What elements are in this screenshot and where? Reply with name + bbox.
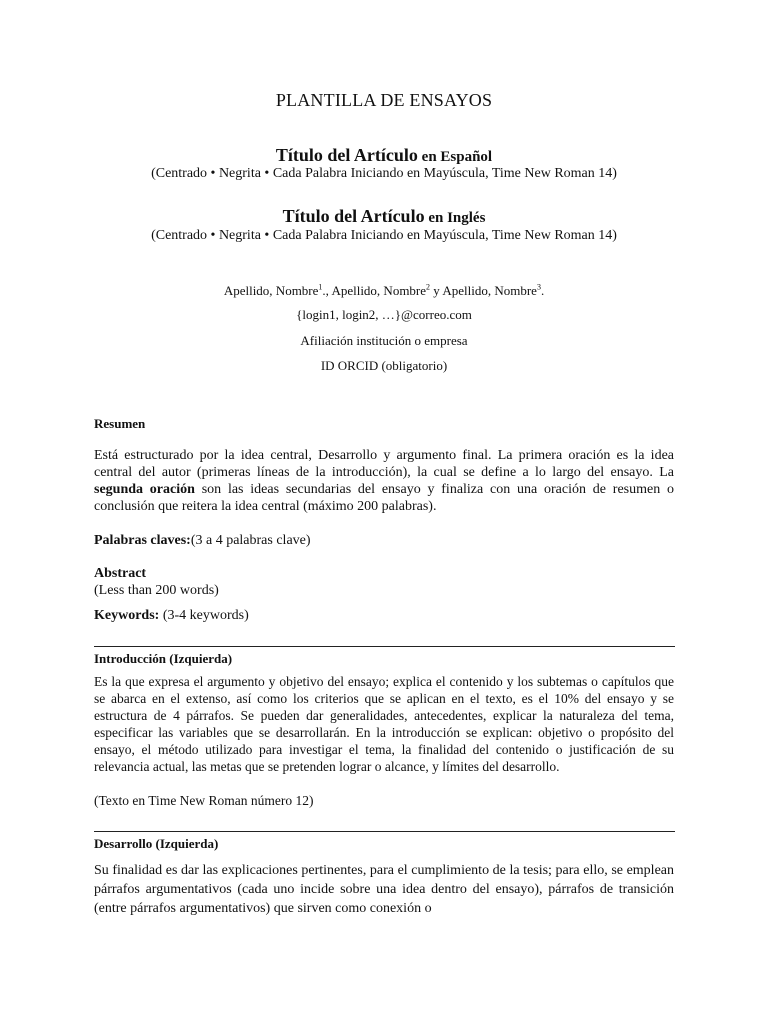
author-line (0, 283, 768, 299)
orcid-line: ID ORCID (obligatorio) (320, 358, 448, 373)
resumen-paragraph (94, 447, 674, 515)
abstract-heading: Abstract (94, 566, 147, 581)
palabras-claves (94, 532, 674, 549)
title-spanish-suffix: en Español (417, 149, 493, 165)
section-divider (94, 831, 675, 832)
introduccion-heading: Introducción (Izquierda) (94, 651, 233, 666)
keywords-line (94, 607, 674, 624)
introduccion-note: (Texto en Time New Roman número 12) (94, 793, 314, 808)
desarrollo-heading: Desarrollo (Izquierda) (94, 836, 219, 851)
resumen-text-a: Está estructurado por la idea central, Desarrollo y argumento final. La primera oración es la idea central del autor (primeras líneas de la introducción), la cual se define a lo largo del ensayo. La (94, 448, 674, 480)
title-spanish-note: (Centrado • Negrita • Cada Palabra Iniciando en Mayúscula, Time New Roman 14) (151, 166, 617, 181)
document-heading: PLANTILLA DE ENSAYOS (275, 90, 493, 110)
palabras-claves-value: (3 a 4 palabras clave) (190, 533, 311, 548)
keywords-label: Keywords: (94, 608, 160, 623)
resumen-text-b: son las ideas secundarias del ensayo y finaliza con una oración de resumen o conclusión que reitera la idea central (máximo 200 palabras). (94, 482, 675, 514)
author-3: y Apellido, Nombre (430, 283, 537, 298)
author-line-end: . (540, 283, 545, 298)
title-spanish (0, 145, 768, 166)
title-spanish-main: Título del Artículo (275, 145, 418, 165)
title-english (0, 206, 768, 227)
palabras-claves-label: Palabras claves: (94, 533, 191, 548)
abstract-value: (Less than 200 words) (94, 583, 219, 598)
author-1: Apellido, Nombre (223, 283, 319, 298)
title-english-suffix: en Inglés (424, 210, 486, 226)
introduccion-paragraph: Es la que expresa el argumento y objetivo del ensayo; explica el contenido y los subtemas o capítulos que se abarca en el extenso, así como los criterios que se aplican en el texto, es el 10% del ensayo y se estructura de 4 párrafos. Se pueden dar generalidades, antecedentes, explicar la naturaleza del tema, especificar las variables que se desarrollarán. En la introducción se explican: objetivo o propósito del ensayo, el método utilizado para investigar el tema, la finalidad del contenido o justificación de su relevancia actual, las metas que se pretenden lograr o alcance, y límites del desarrollo. (94, 674, 674, 774)
author-1-superscript: 1 (318, 282, 323, 292)
title-english-main: Título del Artículo (282, 206, 425, 226)
resumen-heading: Resumen (94, 416, 146, 431)
section-divider (94, 646, 675, 647)
author-3-superscript: 3 (536, 282, 541, 292)
affiliation-line: Afiliación institución o empresa (300, 333, 468, 348)
author-2-superscript: 2 (426, 282, 431, 292)
resumen-text-bold: segunda oración (94, 482, 195, 497)
desarrollo-paragraph: Su finalidad es dar las explicaciones pertinentes, para el cumplimiento de la tesis; para ello, se emplean párrafos argumentativos (cada uno incide sobre una idea dentro del ensayo), párrafos de transición (entre párrafos argumentativos) que sirven como conexión o (94, 863, 674, 916)
author-2: ., Apellido, Nombre (322, 283, 427, 298)
keywords-value: (3-4 keywords) (159, 608, 249, 623)
title-english-note: (Centrado • Negrita • Cada Palabra Iniciando en Mayúscula, Time New Roman 14) (151, 228, 617, 243)
email-line: {login1, login2, …}@correo.com (296, 307, 472, 322)
